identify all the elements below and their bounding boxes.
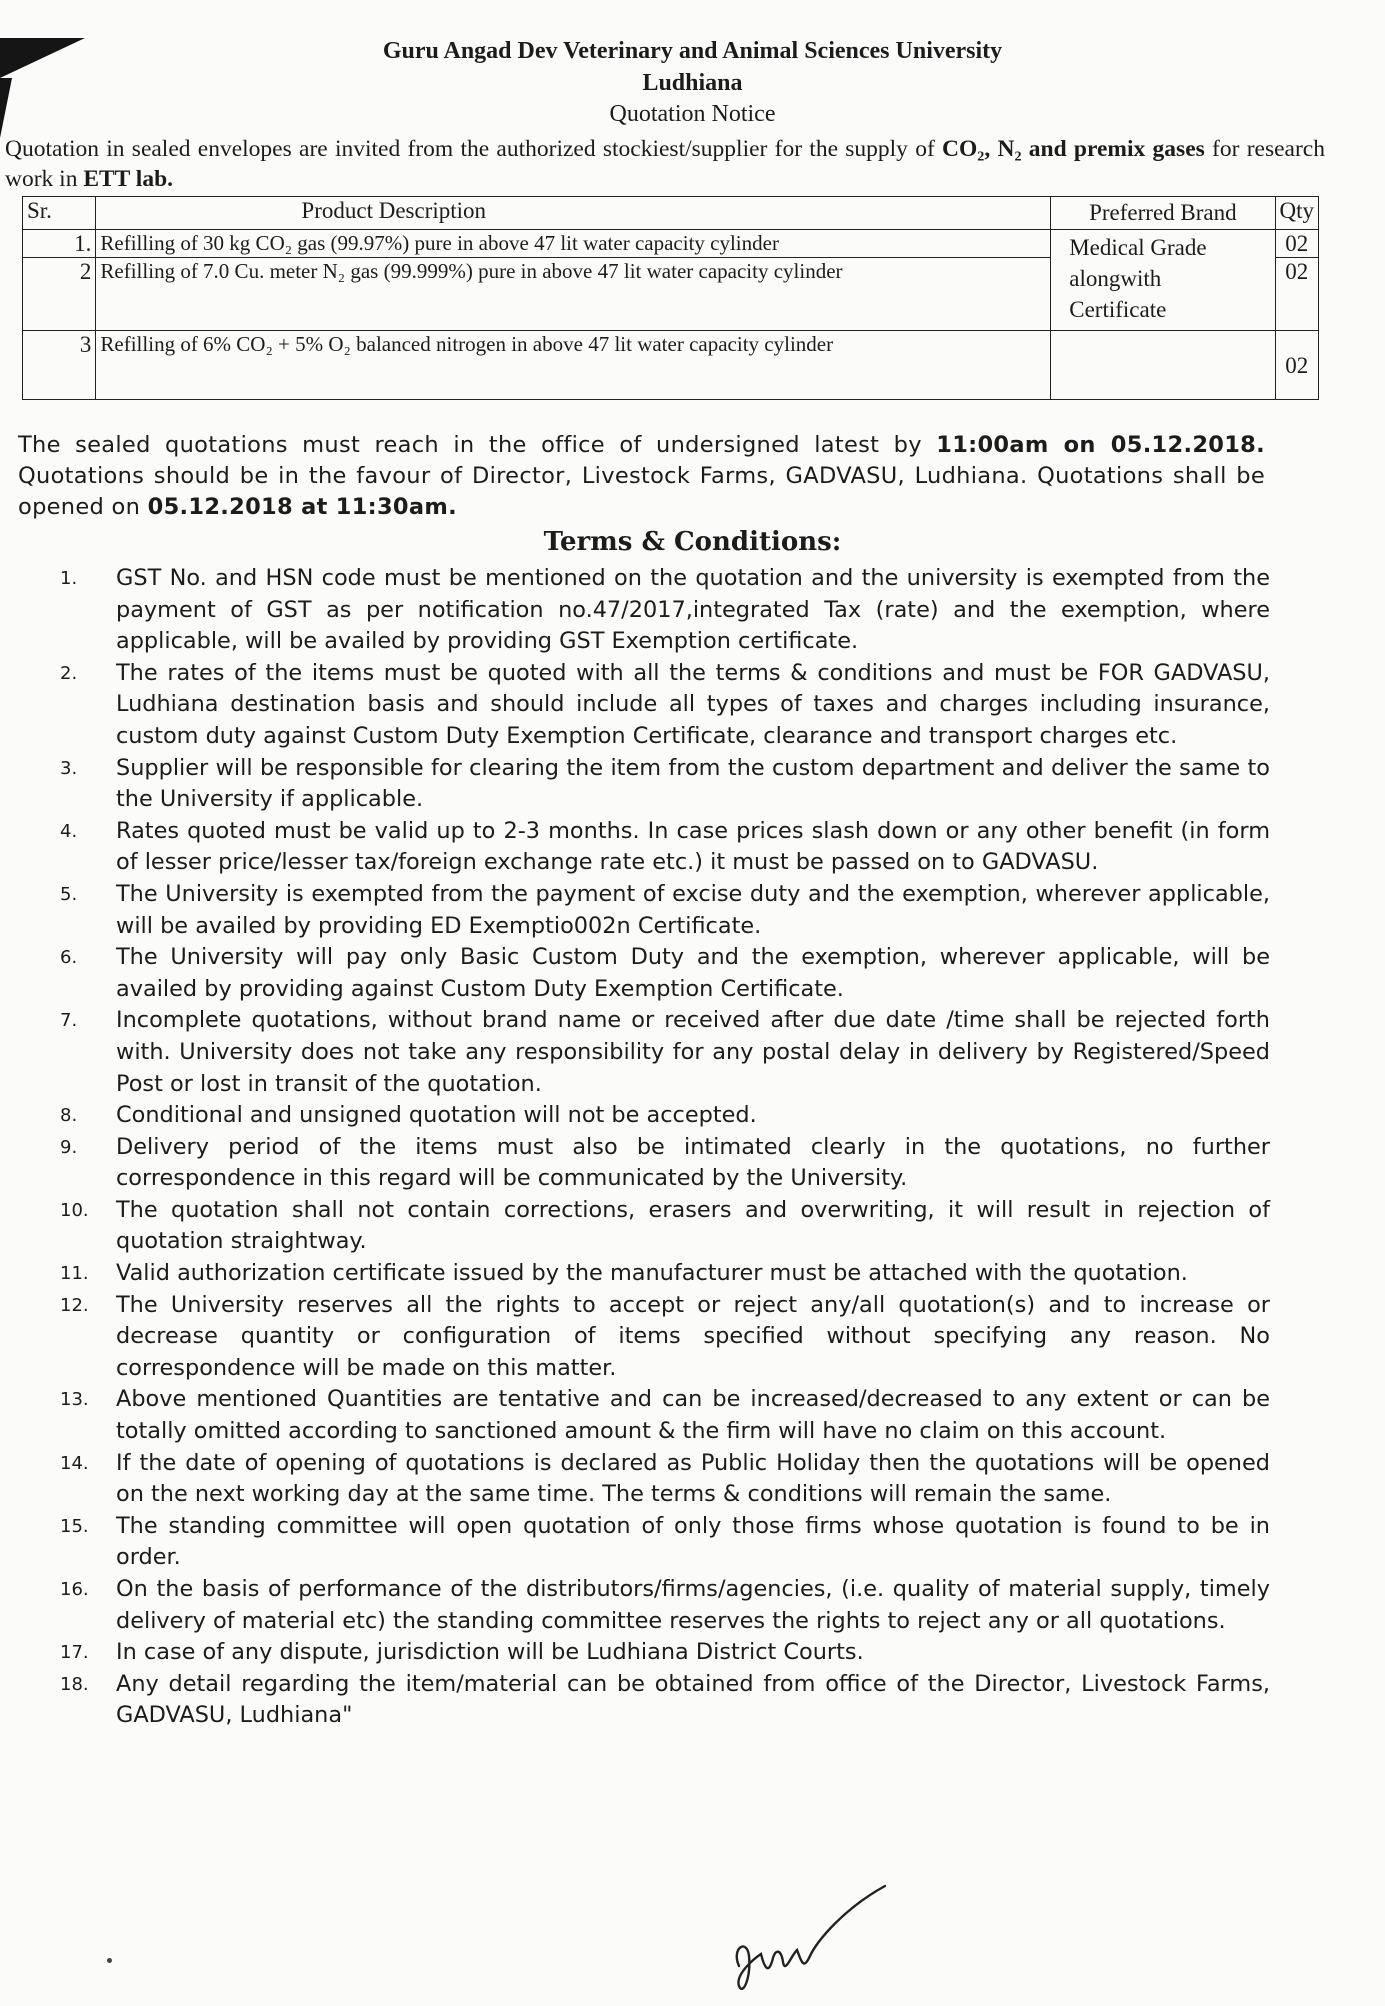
header-desc: Product Description bbox=[96, 197, 1051, 230]
term-text: The quotation shall not contain corrections, erasers and overwriting, it will result in rejection of quotation straightway. bbox=[116, 1196, 1270, 1255]
product-table bbox=[22, 196, 1319, 400]
header-brand: Preferred Brand bbox=[1051, 197, 1275, 230]
term-number: 5. bbox=[60, 883, 78, 905]
submission-paragraph bbox=[18, 430, 1265, 523]
term-text: The University will pay only Basic Custom Duty and the exemption, wherever applicable, will be availed by providing against Custom Duty Exemption Certificate. bbox=[116, 944, 1270, 1002]
term-item bbox=[60, 1100, 1270, 1132]
row-sr: 3 bbox=[23, 331, 96, 400]
submission-text: The sealed quotations must reach in the office of undersigned latest by bbox=[18, 432, 937, 458]
submission-deadline: 11:00am on 05.12.2018. bbox=[936, 432, 1265, 458]
term-item bbox=[60, 816, 1270, 879]
notice-title: Quotation Notice bbox=[609, 101, 776, 127]
intro-prefix: Quotation in sealed envelopes are invited from the authorized stockiest/supplier for the supply of bbox=[5, 136, 943, 162]
term-item bbox=[60, 1258, 1270, 1290]
term-number: 13. bbox=[60, 1389, 89, 1411]
submission-text-2: Quotations should be in the favour of Director, Livestock Farms, GADVASU, Ludhiana. Quotations shall be opened on bbox=[18, 463, 1265, 520]
row-sr: 2 bbox=[23, 258, 96, 331]
term-text: Above mentioned Quantities are tentative and can be increased/decreased to any extent or can be totally omitted according to sanctioned amount & the firm will have no claim on this account. bbox=[116, 1386, 1270, 1445]
term-number: 8. bbox=[60, 1105, 78, 1127]
term-number: 16. bbox=[60, 1579, 89, 1600]
term-item bbox=[60, 563, 1270, 658]
table-row bbox=[23, 331, 1319, 400]
term-text: In case of any dispute, jurisdiction will be Ludhiana District Courts. bbox=[116, 1639, 864, 1666]
term-number: 11. bbox=[60, 1263, 89, 1285]
terms-list bbox=[60, 563, 1270, 1732]
term-text: Any detail regarding the item/material can be obtained from office of the Director, Livestock Farms, GADVASU, Ludhiana" bbox=[116, 1670, 1270, 1729]
term-item bbox=[60, 1384, 1270, 1447]
opening-datetime: 05.12.2018 at 11:30am. bbox=[147, 494, 457, 520]
term-item bbox=[60, 1574, 1270, 1637]
city-title: Ludhiana bbox=[642, 70, 743, 96]
term-text: If the date of opening of quotations is declared as Public Holiday then the quotations will be opened on the next working day at the same time. The terms & conditions will remain the same. bbox=[116, 1449, 1270, 1508]
scan-speck bbox=[107, 1958, 112, 1963]
term-number: 1. bbox=[60, 568, 78, 589]
term-number: 3. bbox=[60, 757, 78, 779]
term-text: Supplier will be responsible for clearing the item from the custom department and deliver the same to the University if applicable. bbox=[116, 754, 1270, 813]
term-text: On the basis of performance of the distributors/firms/agencies, (i.e. quality of material supply, timely delivery of material etc) the standing committee reserves the rights to reject any or all quotations. bbox=[116, 1576, 1270, 1634]
term-item bbox=[60, 1005, 1270, 1100]
header-sr: Sr. bbox=[23, 197, 96, 230]
term-number: 6. bbox=[60, 947, 78, 969]
intro-paragraph bbox=[5, 134, 1325, 194]
terms-heading: Terms & Conditions: bbox=[543, 527, 842, 557]
term-number: 2. bbox=[60, 662, 78, 684]
term-text: The University reserves all the rights to accept or reject any/all quotation(s) and to increase or decrease quantity or configuration of items specified without specifying any reason. No correspondence will be made on this matter. bbox=[116, 1291, 1270, 1381]
brand-cell-empty bbox=[1051, 331, 1275, 400]
university-title: Guru Angad Dev Veterinary and Animal Sciences University bbox=[382, 38, 1003, 64]
term-text: Delivery period of the items must also be intimated clearly in the quotations, no further correspondence in this regard will be communicated by the University. bbox=[116, 1133, 1270, 1192]
row-desc: Refilling of 7.0 Cu. meter N₂ gas (99.999%) pure in above 47 lit water capacity cylinder bbox=[96, 258, 1051, 331]
term-text: Rates quoted must be valid up to 2-3 months. In case prices slash down or any other benefit (in form of lesser price/lesser tax/foreign exchange rate etc.) it must be passed on to GADVASU. bbox=[116, 817, 1270, 876]
term-item bbox=[60, 879, 1270, 942]
term-number: 14. bbox=[60, 1452, 89, 1474]
intro-lab: ETT lab. bbox=[83, 166, 174, 192]
row-desc: Refilling of 6% CO₂ + 5% O₂ balanced nitrogen in above 47 lit water capacity cylinder bbox=[96, 331, 1051, 400]
term-item bbox=[60, 658, 1270, 753]
term-item bbox=[60, 753, 1270, 816]
table-row bbox=[23, 230, 1319, 258]
term-text: The rates of the items must be quoted with all the terms & conditions and must be FOR GADVASU, Ludhiana destination basis and should include all types of taxes and charges including insurance, custom duty against Custom Duty Exemption Certificate, clearance and transport charges etc. bbox=[116, 659, 1270, 749]
term-number: 18. bbox=[60, 1673, 89, 1695]
term-item bbox=[60, 1448, 1270, 1511]
row-desc: Refilling of 30 kg CO₂ gas (99.97%) pure in above 47 lit water capacity cylinder bbox=[96, 230, 1051, 258]
term-number: 10. bbox=[60, 1199, 89, 1221]
term-text: The University is exempted from the payment of excise duty and the exemption, wherever applicable, will be availed by providing ED Exemptio002n Certificate. bbox=[116, 880, 1270, 939]
row-qty: 02 bbox=[1275, 258, 1319, 331]
term-number: 9. bbox=[60, 1136, 78, 1158]
term-number: 4. bbox=[60, 820, 78, 842]
intro-gases: CO₂, N₂ and premix gases bbox=[942, 136, 1205, 162]
term-text: Valid authorization certificate issued by the manufacturer must be attached with the quotation. bbox=[116, 1260, 1188, 1287]
term-text: The standing committee will open quotation of only those firms whose quotation is found to be in order. bbox=[116, 1512, 1270, 1571]
signature bbox=[725, 1878, 895, 1998]
brand-cell: Medical Grade alongwith Certificate bbox=[1051, 230, 1275, 331]
term-item bbox=[60, 1511, 1270, 1574]
term-item bbox=[60, 1132, 1270, 1195]
term-item bbox=[60, 1669, 1270, 1732]
term-number: 15. bbox=[60, 1515, 89, 1537]
table-header-row bbox=[23, 197, 1319, 230]
row-sr: 1. bbox=[23, 230, 96, 258]
row-qty: 02 bbox=[1275, 331, 1319, 400]
row-qty: 02 bbox=[1275, 230, 1319, 258]
term-text: GST No. and HSN code must be mentioned on the quotation and the university is exempted from the payment of GST as per notification no.47/2017,integrated Tax (rate) and the exemption, where applicable, will be availed by providing GST Exemption certificate. bbox=[116, 565, 1270, 655]
term-number: 7. bbox=[60, 1010, 78, 1032]
term-item bbox=[60, 942, 1270, 1005]
term-text: Conditional and unsigned quotation will not be accepted. bbox=[116, 1102, 757, 1129]
term-number: 12. bbox=[60, 1294, 89, 1316]
term-text: Incomplete quotations, without brand name or received after due date /time shall be rejected forth with. University does not take any responsibility for any postal delay in delivery by Registered/Speed Post or lost in transit of the quotation. bbox=[116, 1007, 1270, 1097]
term-item bbox=[60, 1637, 1270, 1669]
header-qty: Qty bbox=[1275, 197, 1319, 230]
term-item bbox=[60, 1195, 1270, 1258]
term-item bbox=[60, 1290, 1270, 1385]
intro-middle: for research work in bbox=[5, 136, 1325, 192]
term-number: 17. bbox=[60, 1642, 89, 1664]
